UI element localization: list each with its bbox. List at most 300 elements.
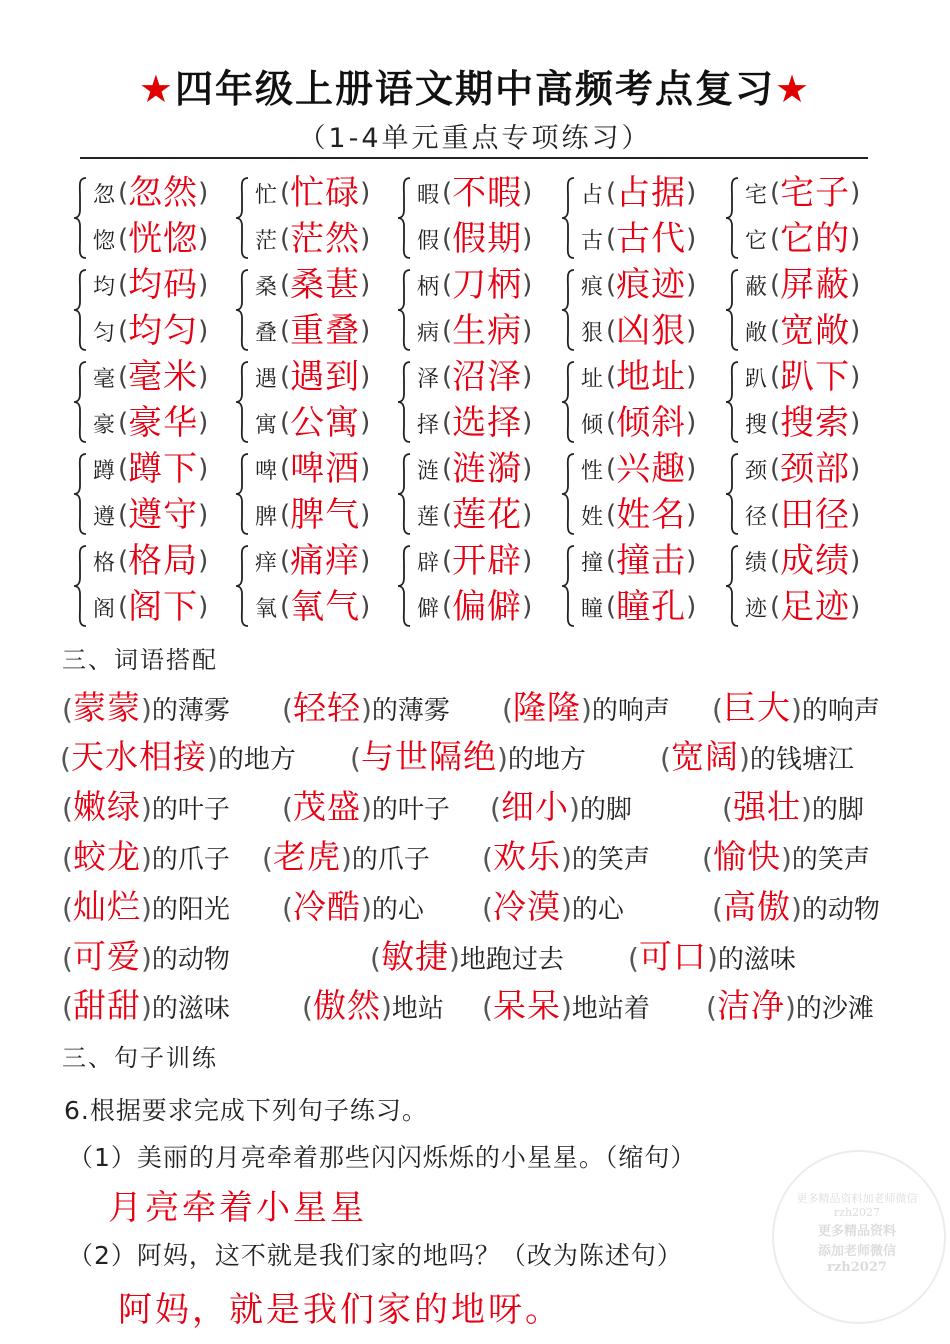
word-match-item [370, 931, 564, 975]
char-pair-bottom [252, 218, 370, 260]
paren-close: ) [686, 408, 697, 438]
base-char: 泽 [416, 366, 439, 392]
char-pair [724, 172, 884, 266]
filled-word: 甜甜 [72, 986, 141, 1025]
section-heading-sentences: 三、句子训练 [62, 1044, 218, 1072]
paren-open: ( [442, 362, 453, 392]
phrase-text: 的心 [371, 895, 424, 925]
paren-close: ) [686, 500, 697, 530]
base-char: 茫 [254, 228, 277, 254]
left-brace-icon [396, 176, 412, 260]
answer-word: 地址 [616, 357, 687, 397]
filled-word: 茂盛 [292, 787, 361, 826]
answer-word: 忽然 [128, 173, 199, 213]
char-pair-bottom [742, 310, 860, 352]
paren-open: ( [118, 408, 129, 438]
char-pair-bottom [90, 494, 208, 536]
word-match-item [628, 931, 796, 975]
answer-word: 重叠 [290, 311, 361, 351]
left-brace-icon [396, 268, 412, 352]
char-pair-bottom [414, 402, 532, 444]
phrase-text: 的心 [571, 895, 624, 925]
paren-open: ( [118, 224, 129, 254]
word-match-item [482, 980, 650, 1024]
base-char: 它 [744, 228, 767, 254]
char-pair-bottom [742, 402, 860, 444]
answer-word: 遵守 [128, 495, 199, 535]
filled-word: 细小 [500, 787, 569, 826]
watermark-line-1: 更多精品资料 [817, 1224, 896, 1239]
char-pair-bottom [252, 310, 370, 352]
left-brace-icon [724, 452, 740, 536]
char-pair-top [90, 356, 208, 398]
char-pair-top [90, 172, 208, 214]
char-pair-top [414, 264, 532, 306]
left-brace-icon [234, 452, 250, 536]
char-pair-bottom [252, 494, 370, 536]
paren-close: ) [380, 991, 392, 1024]
word-match-item [62, 881, 230, 925]
paren-close: ) [850, 270, 861, 300]
base-char: 柄 [416, 274, 439, 300]
paren-open: ( [722, 792, 733, 825]
paren-open: ( [490, 792, 501, 825]
left-brace-icon [396, 360, 412, 444]
char-pair-top [742, 448, 860, 490]
paren-open: ( [606, 500, 617, 530]
char-pair [72, 356, 232, 450]
word-match-item [350, 731, 586, 775]
base-char: 遇 [254, 366, 277, 392]
base-char: 颈 [744, 458, 767, 484]
paren-close: ) [686, 454, 697, 484]
question-2: （2）阿妈，这不就是我们家的地吗？（改为陈述句） [68, 1241, 683, 1270]
char-pair-bottom [90, 402, 208, 444]
paren-open: ( [606, 454, 617, 484]
word-match-item [660, 731, 854, 775]
page-title [0, 58, 950, 113]
left-brace-icon [724, 176, 740, 260]
answer-word: 古代 [616, 219, 687, 259]
paren-close: ) [360, 362, 371, 392]
filled-word: 冷酷 [292, 887, 361, 926]
char-pair-bottom [742, 218, 860, 260]
char-pair-bottom [578, 586, 696, 628]
paren-close: ) [360, 270, 371, 300]
answer-word: 宅子 [780, 173, 851, 213]
paren-open: ( [282, 693, 293, 726]
paren-close: ) [522, 408, 533, 438]
answer-word: 假期 [452, 219, 523, 259]
char-pair-top [414, 356, 532, 398]
phrase-text: 的脚 [811, 795, 864, 825]
word-match-item [712, 881, 880, 925]
char-pair-bottom [578, 402, 696, 444]
paren-close: ) [360, 592, 371, 622]
left-brace-icon [560, 176, 576, 260]
paren-open: ( [62, 842, 73, 875]
paren-close: ) [850, 454, 861, 484]
paren-open: ( [280, 178, 291, 208]
left-brace-icon [234, 360, 250, 444]
phrase-text: 地站 [391, 994, 444, 1024]
paren-open: ( [502, 693, 513, 726]
left-brace-icon [396, 544, 412, 628]
char-pair [72, 448, 232, 542]
answer-1: 月亮牵着小星星 [108, 1188, 367, 1228]
word-match-item [722, 781, 864, 825]
filled-word: 老虎 [272, 837, 341, 876]
paren-close: ) [850, 316, 861, 346]
paren-open: ( [628, 942, 639, 975]
paren-open: ( [280, 500, 291, 530]
answer-word: 田径 [780, 495, 851, 535]
paren-close: ) [790, 693, 802, 726]
char-pair-bottom [578, 310, 696, 352]
answer-word: 阁下 [128, 587, 199, 627]
word-match-item [302, 980, 444, 1024]
star-left-icon: ★ [138, 67, 175, 111]
paren-close: ) [140, 792, 152, 825]
base-char: 蔽 [744, 274, 767, 300]
paren-close: ) [206, 742, 218, 775]
filled-word: 蒙蒙 [72, 688, 141, 727]
paren-open: ( [442, 270, 453, 300]
paren-close: ) [198, 592, 209, 622]
char-pair [560, 356, 720, 450]
answer-word: 豪华 [128, 403, 199, 443]
left-brace-icon [724, 544, 740, 628]
answer-word: 遇到 [290, 357, 361, 397]
char-pair-bottom [414, 494, 532, 536]
char-pair-top [578, 356, 696, 398]
answer-word: 均码 [128, 265, 199, 305]
char-pair-bottom [252, 402, 370, 444]
base-char: 狠 [580, 320, 603, 346]
base-char: 趴 [744, 366, 767, 392]
paren-open: ( [606, 362, 617, 392]
word-match-item [62, 980, 230, 1024]
left-brace-icon [234, 268, 250, 352]
left-brace-icon [72, 176, 88, 260]
paren-close: ) [140, 892, 152, 925]
base-char: 性 [580, 458, 603, 484]
phrase-text: 的滋味 [717, 945, 796, 975]
char-pair-top [414, 448, 532, 490]
paren-close: ) [360, 546, 371, 576]
paren-open: ( [118, 316, 129, 346]
base-char: 古 [580, 228, 603, 254]
paren-close: ) [850, 362, 861, 392]
paren-open: ( [442, 224, 453, 254]
paren-open: ( [60, 742, 71, 775]
answer-word: 瞳孔 [616, 587, 687, 627]
char-pair-bottom [414, 310, 532, 352]
phrase-text: 地跑过去 [459, 945, 564, 975]
paren-open: ( [770, 408, 781, 438]
base-char: 假 [416, 228, 439, 254]
paren-close: ) [360, 454, 371, 484]
phrase-text: 的响声 [801, 696, 880, 726]
left-brace-icon [396, 452, 412, 536]
paren-open: ( [606, 178, 617, 208]
left-brace-icon [724, 360, 740, 444]
char-pair-bottom [742, 586, 860, 628]
filled-word: 高傲 [722, 887, 791, 926]
base-char: 撞 [580, 550, 603, 576]
answer-word: 均匀 [128, 311, 199, 351]
filled-word: 灿烂 [72, 887, 141, 926]
paren-open: ( [280, 316, 291, 346]
paren-close: ) [198, 362, 209, 392]
paren-close: ) [340, 842, 352, 875]
char-pair [234, 540, 394, 634]
char-pair [72, 540, 232, 634]
char-pair-top [578, 448, 696, 490]
answer-word: 开辟 [452, 541, 523, 581]
paren-open: ( [62, 942, 73, 975]
paren-close: ) [850, 546, 861, 576]
phrase-text: 的阳光 [151, 895, 230, 925]
word-match-item [282, 881, 424, 925]
word-match-item [490, 781, 632, 825]
char-pair [724, 356, 884, 450]
section-heading-words: 三、词语搭配 [62, 646, 218, 674]
char-pair [396, 356, 556, 450]
paren-close: ) [360, 178, 371, 208]
char-pair [234, 264, 394, 358]
word-match-item [712, 682, 880, 726]
paren-close: ) [560, 991, 572, 1024]
paren-close: ) [198, 270, 209, 300]
char-pair [724, 264, 884, 358]
filled-word: 愉快 [712, 837, 781, 876]
char-pair [560, 172, 720, 266]
answer-word: 痛痒 [290, 541, 361, 581]
word-match-item [62, 781, 230, 825]
filled-word: 可爱 [72, 937, 141, 976]
base-char: 姓 [580, 504, 603, 530]
base-char: 寓 [254, 412, 277, 438]
answer-word: 占据 [616, 173, 687, 213]
left-brace-icon [560, 268, 576, 352]
base-char: 痒 [254, 550, 277, 576]
word-match-item [62, 682, 230, 726]
char-pair-top [252, 264, 370, 306]
base-char: 择 [416, 412, 439, 438]
paren-open: ( [442, 178, 453, 208]
paren-close: ) [522, 362, 533, 392]
answer-word: 兴趣 [616, 449, 687, 489]
phrase-text: 的滋味 [151, 994, 230, 1024]
phrase-text: 的薄雾 [371, 696, 450, 726]
paren-close: ) [140, 842, 152, 875]
watermark-line-2: 添加老师微信 [817, 1244, 896, 1259]
title-divider [80, 157, 868, 159]
paren-close: ) [198, 224, 209, 254]
paren-open: ( [280, 362, 291, 392]
char-pair [72, 172, 232, 266]
base-char: 桑 [254, 274, 277, 300]
left-brace-icon [724, 268, 740, 352]
paren-close: ) [198, 500, 209, 530]
char-pair-top [742, 540, 860, 582]
paren-open: ( [606, 546, 617, 576]
base-char: 宅 [744, 182, 767, 208]
paren-open: ( [482, 892, 493, 925]
phrase-text: 的地方 [507, 745, 586, 775]
char-pair-top [252, 356, 370, 398]
base-char: 病 [416, 320, 439, 346]
paren-close: ) [706, 942, 718, 975]
char-pair-top [742, 172, 860, 214]
paren-open: ( [770, 546, 781, 576]
paren-close: ) [784, 991, 796, 1024]
base-char: 阁 [92, 596, 115, 622]
paren-close: ) [800, 792, 812, 825]
answer-word: 公寓 [290, 403, 361, 443]
paren-open: ( [62, 991, 73, 1024]
paren-open: ( [770, 500, 781, 530]
phrase-text: 的爪子 [151, 845, 230, 875]
paren-close: ) [738, 742, 750, 775]
word-match-item [502, 682, 670, 726]
filled-word: 呆呆 [492, 986, 561, 1025]
left-brace-icon [72, 452, 88, 536]
char-pair-top [252, 172, 370, 214]
filled-word: 蛟龙 [72, 837, 141, 876]
paren-close: ) [568, 792, 580, 825]
phrase-text: 的笑声 [571, 845, 650, 875]
paren-open: ( [370, 942, 381, 975]
left-brace-icon [72, 360, 88, 444]
char-pair-top [578, 540, 696, 582]
base-char: 绩 [744, 550, 767, 576]
base-char: 涟 [416, 458, 439, 484]
paren-close: ) [140, 942, 152, 975]
char-pair [396, 448, 556, 542]
paren-close: ) [850, 408, 861, 438]
paren-close: ) [686, 546, 697, 576]
answer-word: 宽敞 [780, 311, 851, 351]
answer-word: 恍惚 [128, 219, 199, 259]
answer-word: 茫然 [290, 219, 361, 259]
filled-word: 敏捷 [380, 937, 449, 976]
paren-close: ) [522, 454, 533, 484]
answer-word: 忙碌 [290, 173, 361, 213]
base-char: 敞 [744, 320, 767, 346]
filled-word: 与世隔绝 [360, 737, 497, 776]
paren-open: ( [118, 178, 129, 208]
left-brace-icon [234, 176, 250, 260]
char-pair-top [90, 448, 208, 490]
answer-word: 成绩 [780, 541, 851, 581]
base-char: 遵 [92, 504, 115, 530]
char-pair [234, 448, 394, 542]
phrase-text: 的钱塘江 [749, 745, 854, 775]
base-char: 蹲 [92, 458, 115, 484]
paren-close: ) [522, 178, 533, 208]
answer-word: 涟漪 [452, 449, 523, 489]
phrase-text: 地站着 [571, 994, 650, 1024]
char-pair [72, 264, 232, 358]
paren-open: ( [606, 408, 617, 438]
word-match-item [482, 881, 624, 925]
phrase-text: 的沙滩 [795, 994, 874, 1024]
base-char: 占 [580, 182, 603, 208]
phrase-text: 的动物 [801, 895, 880, 925]
paren-open: ( [770, 592, 781, 622]
paren-open: ( [280, 224, 291, 254]
paren-close: ) [522, 592, 533, 622]
paren-close: ) [360, 792, 372, 825]
page-title-text: 四年级上册语文期中高频考点复习 [174, 67, 775, 111]
paren-open: ( [442, 454, 453, 484]
char-pair-top [90, 540, 208, 582]
base-char: 氧 [254, 596, 277, 622]
base-char: 辟 [416, 550, 439, 576]
base-char: 忙 [254, 182, 277, 208]
char-pair-top [252, 448, 370, 490]
paren-close: ) [496, 742, 508, 775]
answer-word: 啤酒 [290, 449, 361, 489]
paren-close: ) [580, 693, 592, 726]
base-char: 瞳 [580, 596, 603, 622]
paren-close: ) [560, 892, 572, 925]
paren-open: ( [606, 270, 617, 300]
paren-open: ( [606, 316, 617, 346]
char-pair [724, 448, 884, 542]
paren-open: ( [282, 892, 293, 925]
base-char: 惚 [92, 228, 115, 254]
phrase-text: 的动物 [151, 945, 230, 975]
paren-open: ( [302, 991, 313, 1024]
paren-open: ( [350, 742, 361, 775]
base-char: 叠 [254, 320, 277, 346]
base-char: 倾 [580, 412, 603, 438]
word-match-item [62, 831, 230, 875]
paren-close: ) [686, 178, 697, 208]
phrase-text: 的爪子 [351, 845, 430, 875]
paren-open: ( [770, 270, 781, 300]
paren-open: ( [118, 546, 129, 576]
answer-word: 刀柄 [452, 265, 523, 305]
answer-word: 颈部 [780, 449, 851, 489]
paren-open: ( [280, 270, 291, 300]
paren-close: ) [522, 546, 533, 576]
phrase-text: 的地方 [217, 745, 296, 775]
star-right-icon: ★ [775, 67, 812, 111]
paren-close: ) [522, 316, 533, 346]
paren-open: ( [118, 454, 129, 484]
word-match-item [282, 781, 450, 825]
base-char: 莲 [416, 504, 439, 530]
answer-word: 格局 [128, 541, 199, 581]
char-pair-bottom [578, 494, 696, 536]
paren-close: ) [360, 408, 371, 438]
base-char: 迹 [744, 596, 767, 622]
base-char: 豪 [92, 412, 115, 438]
char-pair-bottom [414, 586, 532, 628]
base-char: 暇 [416, 182, 439, 208]
filled-word: 可口 [638, 937, 707, 976]
word-match-item [482, 831, 650, 875]
word-match-item [706, 980, 874, 1024]
paren-open: ( [118, 362, 129, 392]
char-pair-top [414, 172, 532, 214]
left-brace-icon [560, 544, 576, 628]
word-match-item [262, 831, 430, 875]
